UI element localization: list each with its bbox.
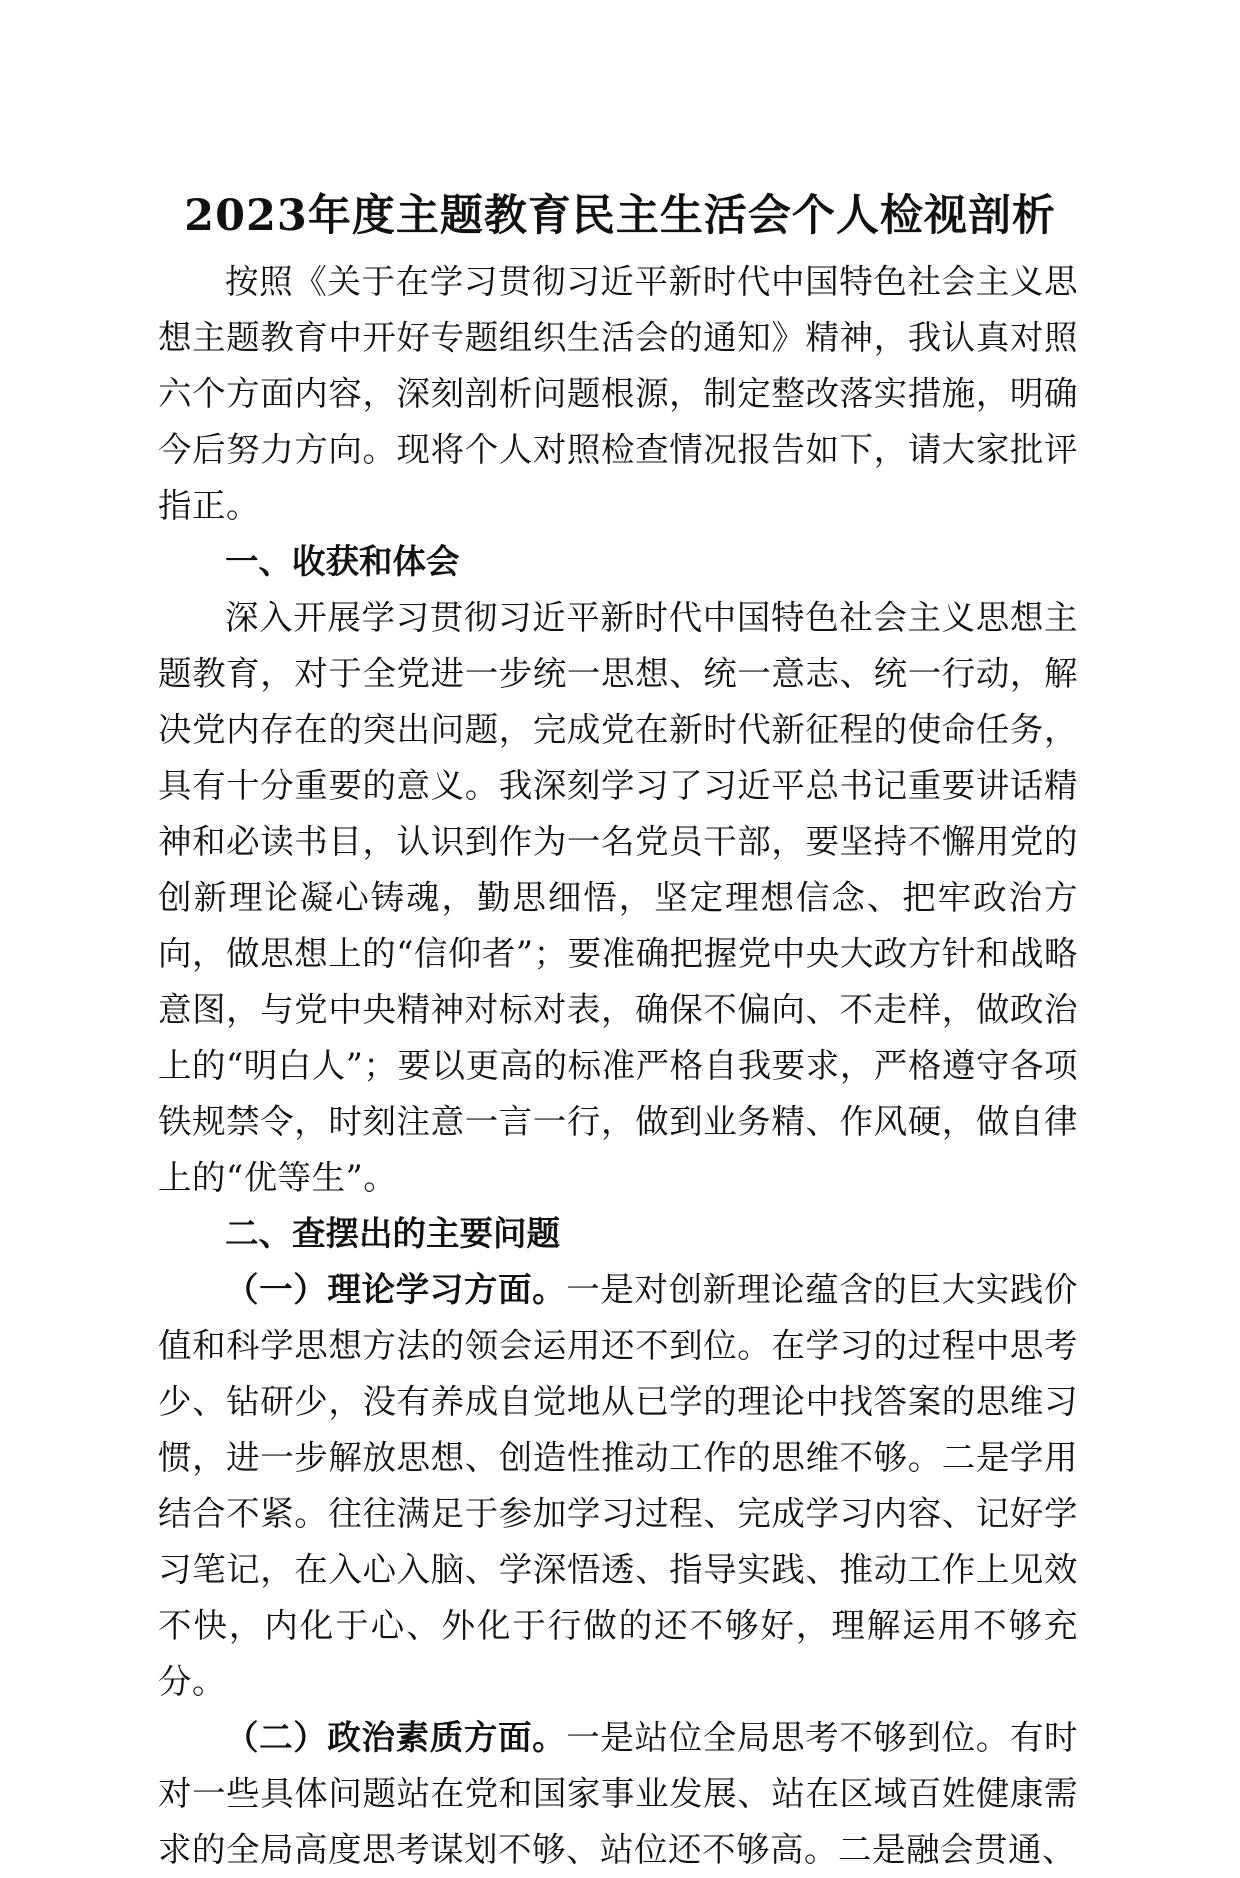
section-heading-gains: 一、收获和体会 <box>225 542 460 581</box>
problem-item-theory <box>158 1262 1078 1710</box>
problem-item-theory-label: （一）理论学习方面。 <box>225 1270 567 1309</box>
document-title: 2023年度主题教育民主生活会个人检视剖析 <box>184 191 1056 241</box>
problem-item-politics-text: 一是站位全局思考不够到位。有时对一些具体问题站在党和国家事业发展、站在区域百姓健康需求的全局高度思考谋划不够、站位还不够高。二是融会贯通、 <box>158 1718 1078 1869</box>
intro-paragraph: 按照《关于在学习贯彻习近平新时代中国特色社会主义思想主题教育中开好专题组织生活会的通知》精神，我认真对照六个方面内容，深刻剖析问题根源，制定整改落实措施，明确今后努力方向。现将个人对照检查情况报告如下，请大家批评指正。 <box>158 262 1078 525</box>
section-heading-problems: 二、查摆出的主要问题 <box>225 1214 560 1253</box>
gains-paragraph: 深入开展学习贯彻习近平新时代中国特色社会主义思想主题教育，对于全党进一步统一思想、统一意志、统一行动，解决党内存在的突出问题，完成党在新时代新征程的使命任务，具有十分重要的意义。我深刻学习了习近平总书记重要讲话精神和必读书目，认识到作为一名党员干部，要坚持不懈用党的创新理论凝心铸魂，勤思细悟，坚定理想信念、把牢政治方向，做思想上的“信仰者”；要准确把握党中央大政方针和战略意图，与党中央精神对标对表，确保不偏向、不走样，做政治上的“明白人”；要以更高的标准严格自我要求，严格遵守各项铁规禁令，时刻注意一言一行，做到业务精、作风硬，做自律上的“优等生”。 <box>158 598 1078 1197</box>
problem-item-politics-label: （二）政治素质方面。 <box>225 1718 567 1757</box>
problem-item-theory-text: 一是对创新理论蕴含的巨大实践价值和科学思想方法的领会运用还不到位。在学习的过程中思考少、钻研少，没有养成自觉地从已学的理论中找答案的思维习惯，进一步解放思想、创造性推动工作的思维不够。二是学用结合不紧。往往满足于参加学习过程、完成学习内容、记好学习笔记，在入心入脑、学深悟透、指导实践、推动工作上见效不快，内化于心、外化于行做的还不够好，理解运用不够充分。 <box>158 1270 1078 1701</box>
problem-item-politics <box>158 1710 1078 1878</box>
document-body <box>158 254 1078 1878</box>
